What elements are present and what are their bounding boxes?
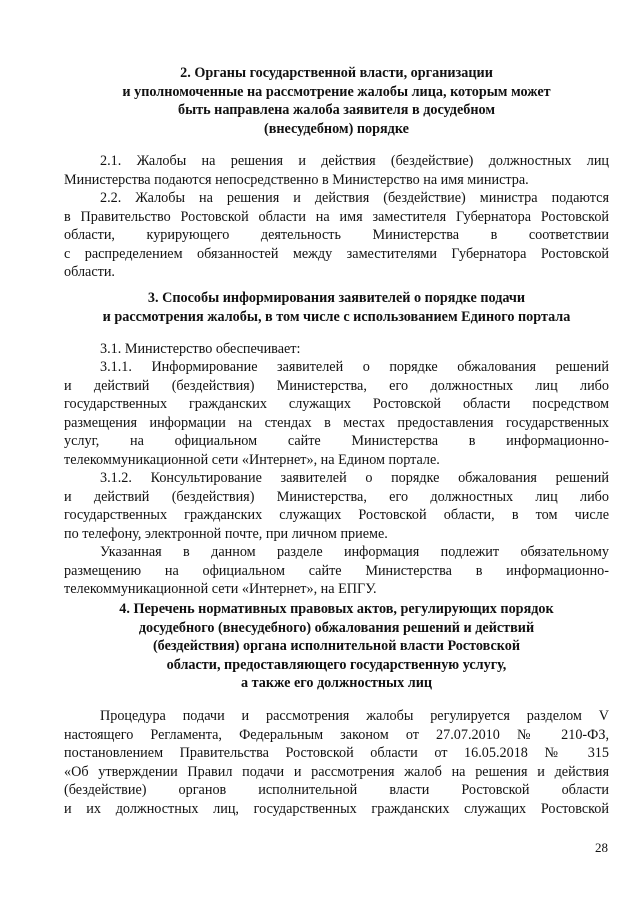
heading-line: досудебного (внесудебного) обжалования решений и действий: [138, 619, 535, 636]
section-4-heading: [64, 600, 609, 693]
text-line: государственных гражданских служащих Ростовской области, в том числе: [64, 507, 609, 524]
text-line: 3.1.1. Информирование заявителей о порядке обжалования решений: [100, 359, 609, 375]
text-line: области.: [64, 264, 115, 281]
text-line: и действий (бездействия) Министерства, его должностных лиц либо: [64, 377, 609, 394]
paragraph-4-1: [64, 707, 609, 819]
text-line: размещения информации на стендах в местах предоставления государственных: [64, 414, 609, 431]
heading-line: 2. Органы государственной власти, организации: [180, 65, 493, 81]
text-line: в Правительство Ростовской области на имя заместителя Губернатора Ростовской: [64, 208, 609, 225]
section-2-heading: [64, 64, 609, 138]
text-line: с распределением обязанностей между заместителями Губернатора Ростовской: [64, 245, 609, 262]
page-number: 28: [595, 840, 608, 855]
text-line: телекоммуникационной сети «Интернет», на ЕПГУ.: [64, 581, 377, 598]
section-3-heading: [64, 289, 609, 326]
heading-line: 4. Перечень нормативных правовых актов, регулирующих порядок: [119, 601, 554, 617]
text-line: Указанная в данном разделе информация подлежит обязательному: [100, 544, 609, 560]
heading-line: а также его должностных лиц: [240, 675, 433, 692]
paragraph-3-1-1: [64, 358, 609, 470]
paragraph-2-2: [64, 189, 609, 282]
text-line: настоящего Регламента, Федеральным законом от 27.07.2010 № 210-ФЗ,: [64, 726, 609, 743]
text-line: 3.1. Министерство обеспечивает:: [100, 341, 301, 357]
heading-line: 3. Способы информирования заявителей о порядке подачи: [147, 290, 526, 306]
text-line: размещению на официальном сайте Министерства в информационно-: [64, 562, 609, 579]
heading-line: и уполномоченные на рассмотрение жалобы лица, которым может: [122, 83, 551, 100]
paragraph-3-1: [64, 340, 609, 359]
paragraph-2-1: [64, 152, 609, 189]
text-line: по телефону, электронной почте, при личном приеме.: [64, 525, 388, 542]
text-line: области, курирующего деятельность Министерства в соответствии: [64, 227, 609, 244]
text-line: и действий (бездействия) Министерства, его должностных лиц либо: [64, 488, 609, 505]
text-line: Министерства подаются непосредственно в Министерство на имя министра.: [64, 171, 529, 188]
text-line: телекоммуникационной сети «Интернет», на Едином портале.: [64, 451, 440, 468]
text-line: постановлением Правительства Ростовской области от 16.05.2018 № 315: [64, 745, 609, 762]
text-line: и их должностных лиц, государственных гражданских служащих Ростовской: [64, 800, 609, 817]
text-line: государственных гражданских служащих Ростовской области посредством: [64, 396, 609, 413]
text-line: 3.1.2. Консультирование заявителей о порядке обжалования решений: [100, 470, 609, 486]
text-line: 2.2. Жалобы на решения и действия (бездействие) министра подаются: [100, 190, 609, 206]
heading-line: (бездействия) органа исполнительной власти Ростовской: [152, 638, 521, 655]
paragraph-3-note: [64, 543, 609, 599]
text-line: 2.1. Жалобы на решения и действия (бездействие) должностных лиц: [100, 153, 609, 169]
heading-line: быть направлена жалоба заявителя в досудебном: [177, 102, 496, 119]
text-line: (бездействие) органов исполнительной власти Ростовской области: [64, 782, 609, 799]
heading-line: и рассмотрения жалобы, в том числе с использованием Единого портала: [102, 308, 571, 325]
heading-line: области, предоставляющего государственную услугу,: [166, 656, 507, 673]
paragraph-3-1-2: [64, 469, 609, 543]
text-line: Процедура подачи и рассмотрения жалобы регулируется разделом V: [100, 708, 609, 724]
heading-line: (внесудебном) порядке: [264, 120, 409, 137]
text-line: «Об утверждении Правил подачи и рассмотрения жалоб на решения и действия: [64, 763, 609, 780]
text-line: услуг, на официальном сайте Министерства в информационно-: [64, 433, 609, 450]
